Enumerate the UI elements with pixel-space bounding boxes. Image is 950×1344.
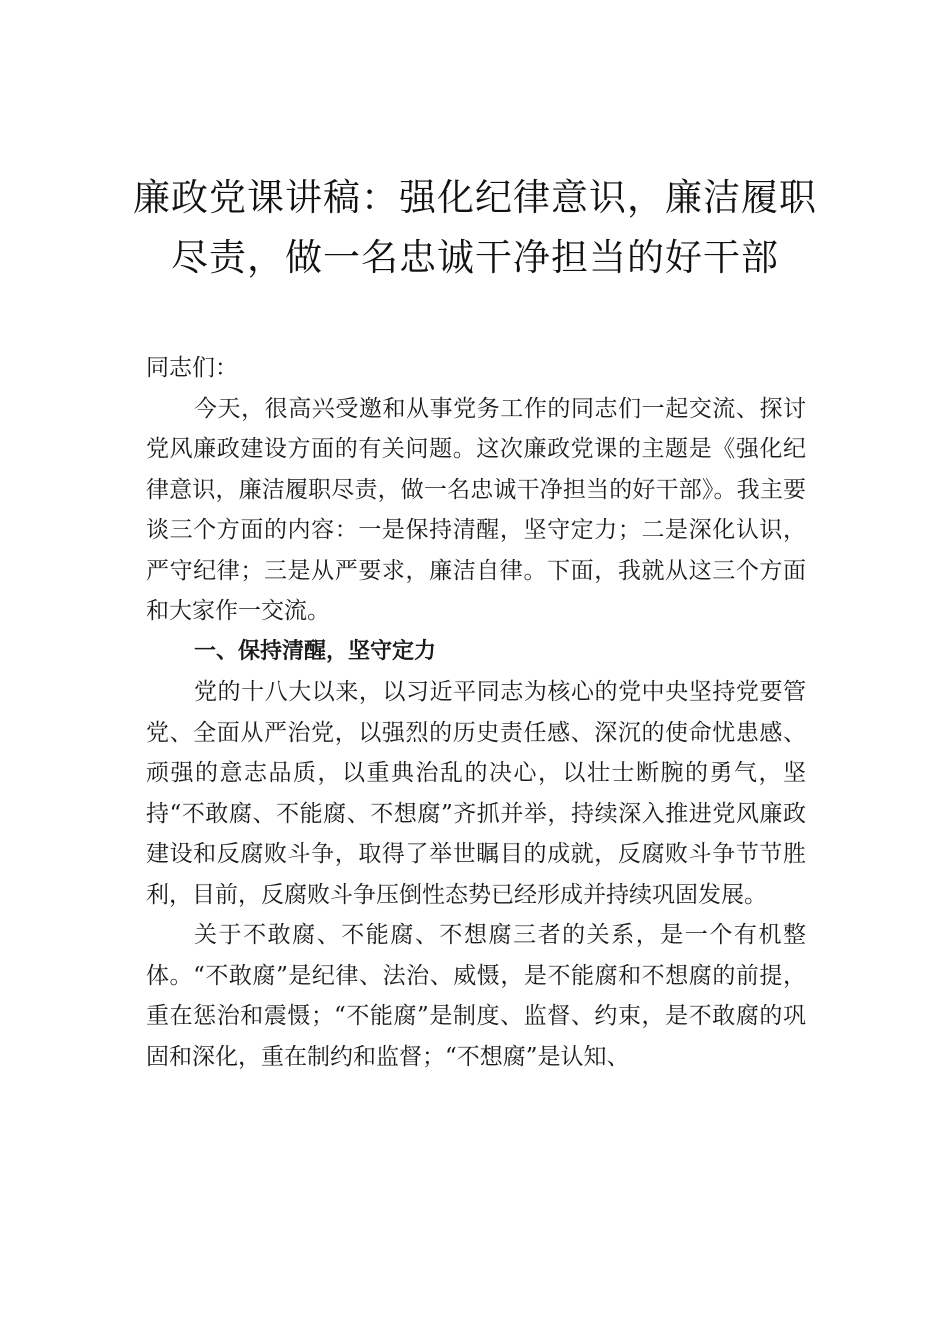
section1-paragraph-2: 关于不敢腐、不能腐、不想腐三者的关系，是一个有机整体。“不敢腐”是纪律、法治、威慑，是不能腐和不想腐的前提，重在惩治和震慑；“不能腐”是制度、监督、约束，是不敢腐的巩固和深化，重在制约和监督；“不想腐”是认知、 <box>146 922 806 1070</box>
salutation: 同志们： <box>146 355 238 381</box>
section-heading-1: 一、保持清醒，坚守定力 <box>194 638 437 664</box>
title-line-2: 尽责，做一名忠诚干净担当的好干部 <box>171 236 779 279</box>
intro-paragraph: 今天，很高兴受邀和从事党务工作的同志们一起交流、探讨党风廉政建设方面的有关问题。这次廉政党课的主题是《强化纪律意识，廉洁履职尽责，做一名忠诚干净担当的好干部》。我主要谈三个方面的内容：一是保持清醒，坚守定力；二是深化认识，严守纪律；三是从严要求，廉洁自律。下面，我就从这三个方面和大家作一交流。 <box>146 395 806 624</box>
document-title <box>120 168 830 288</box>
document-body <box>146 348 806 1077</box>
section1-paragraph-1: 党的十八大以来，以习近平同志为核心的党中央坚持党要管党、全面从严治党，以强烈的历史责任感、深沉的使命忧患感、顽强的意志品质，以重典治乱的决心，以壮士断腕的勇气，坚持“不敢腐、不能腐、不想腐”齐抓并举，持续深入推进党风廉政建设和反腐败斗争，取得了举世瞩目的成就，反腐败斗争节节胜利，目前，反腐败斗争压倒性态势已经形成并持续巩固发展。 <box>146 679 806 908</box>
title-line-1: 廉政党课讲稿：强化纪律意识，廉洁履职 <box>133 176 817 219</box>
